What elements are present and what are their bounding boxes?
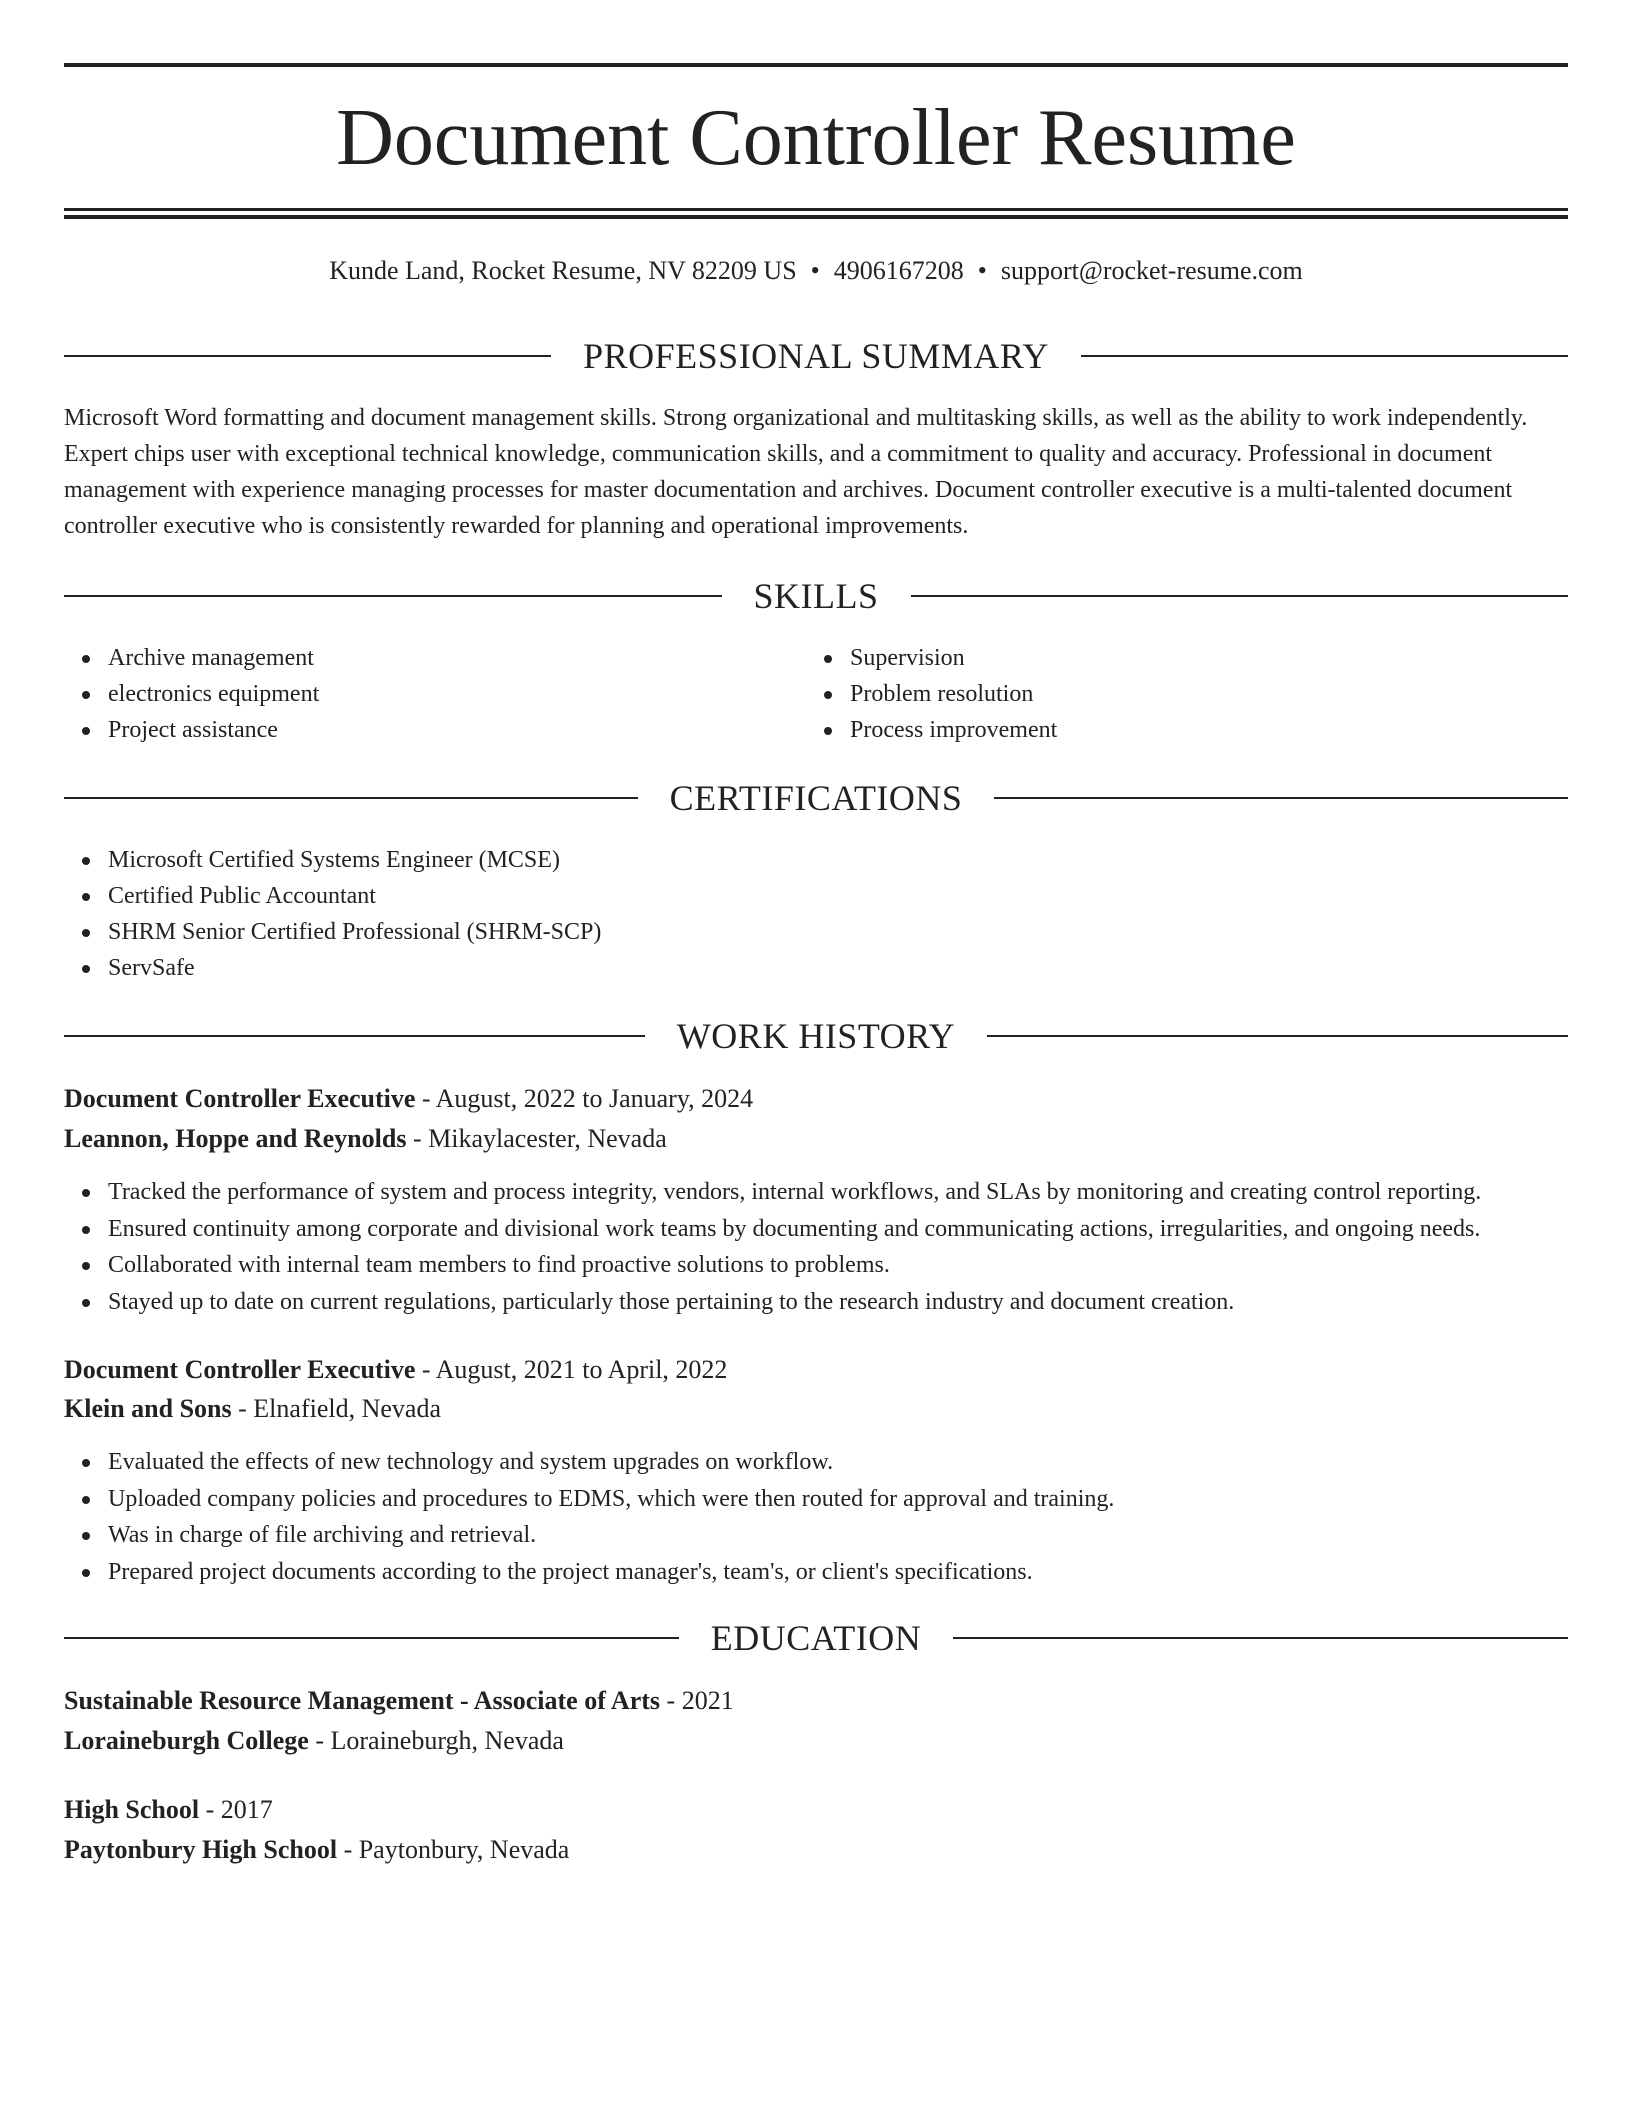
education-degree-line bbox=[64, 1792, 1568, 1828]
education-school: Loraineburgh College bbox=[64, 1726, 309, 1755]
heading-rule bbox=[953, 1637, 1568, 1639]
skill-item: Process improvement bbox=[850, 712, 1057, 748]
job-company: Klein and Sons bbox=[64, 1394, 232, 1423]
skill-item: Project assistance bbox=[108, 712, 319, 748]
contact-separator: • bbox=[977, 256, 987, 285]
job-company-line bbox=[64, 1121, 1568, 1157]
heading-rule bbox=[987, 1035, 1568, 1037]
heading-rule bbox=[911, 595, 1569, 597]
title-double-rule bbox=[64, 208, 1568, 219]
contact-address: Kunde Land, Rocket Resume, NV 82209 US bbox=[329, 256, 797, 285]
contact-separator: • bbox=[810, 256, 820, 285]
job-title-line bbox=[64, 1081, 1568, 1117]
certification-item: Certified Public Accountant bbox=[108, 878, 601, 914]
job-bullet: Uploaded company policies and procedures to EDMS, which were then routed for approval and training. bbox=[108, 1481, 1114, 1518]
education-heading: EDUCATION bbox=[710, 1618, 922, 1658]
education-school: Paytonbury High School bbox=[64, 1835, 338, 1864]
job-bullet: Collaborated with internal team members to find proactive solutions to problems. bbox=[108, 1247, 1481, 1284]
job-bullet: Was in charge of file archiving and retrieval. bbox=[108, 1517, 1114, 1554]
contact-phone: 4906167208 bbox=[833, 256, 964, 285]
education-school-line bbox=[64, 1832, 1568, 1868]
section-heading-skills bbox=[64, 576, 1568, 616]
education-year: - 2017 bbox=[199, 1795, 273, 1824]
job-bullets bbox=[64, 1444, 1114, 1590]
section-heading-education bbox=[64, 1618, 1568, 1658]
job-dates: - August, 2022 to January, 2024 bbox=[415, 1084, 754, 1113]
contact-line bbox=[64, 254, 1568, 288]
education-degree: High School bbox=[64, 1795, 200, 1824]
job-title-line bbox=[64, 1352, 1568, 1388]
certification-item: ServSafe bbox=[108, 950, 601, 986]
job-company: Leannon, Hoppe and Reynolds bbox=[64, 1124, 407, 1153]
job-bullet: Stayed up to date on current regulations, particularly those pertaining to the research industry and document creation. bbox=[108, 1284, 1481, 1321]
education-location: - Loraineburgh, Nevada bbox=[308, 1726, 564, 1755]
work-heading: WORK HISTORY bbox=[676, 1016, 956, 1056]
skills-list-right bbox=[806, 640, 1057, 748]
job-company-line bbox=[64, 1391, 1568, 1427]
education-location: - Paytonbury, Nevada bbox=[337, 1835, 570, 1864]
skills-heading: SKILLS bbox=[753, 576, 879, 616]
heading-rule bbox=[64, 355, 551, 357]
job-dates: - August, 2021 to April, 2022 bbox=[415, 1355, 728, 1384]
section-heading-summary bbox=[64, 336, 1568, 376]
section-heading-work bbox=[64, 1016, 1568, 1056]
certification-item: Microsoft Certified Systems Engineer (MCSE) bbox=[108, 842, 601, 878]
job-bullet: Evaluated the effects of new technology and system upgrades on workflow. bbox=[108, 1444, 1114, 1481]
education-degree: Sustainable Resource Management - Associate of Arts bbox=[64, 1686, 661, 1715]
education-school-line bbox=[64, 1723, 1568, 1759]
job-location: - Elnafield, Nevada bbox=[231, 1394, 441, 1423]
heading-rule bbox=[1081, 355, 1568, 357]
skill-item: Problem resolution bbox=[850, 676, 1057, 712]
job-location: - Mikaylacester, Nevada bbox=[406, 1124, 667, 1153]
skill-item: Supervision bbox=[850, 640, 1057, 676]
certification-item: SHRM Senior Certified Professional (SHRM-SCP) bbox=[108, 914, 601, 950]
job-bullet: Prepared project documents according to the project manager's, team's, or client's specifications. bbox=[108, 1554, 1114, 1591]
education-year: - 2021 bbox=[660, 1686, 734, 1715]
job-bullets bbox=[64, 1174, 1481, 1320]
resume-title: Document Controller Resume bbox=[336, 94, 1296, 182]
top-rule bbox=[64, 63, 1568, 67]
certifications-list bbox=[64, 842, 601, 986]
education-degree-line bbox=[64, 1683, 1568, 1719]
job-bullet: Tracked the performance of system and process integrity, vendors, internal workflows, and SLAs by monitoring and creating control reporting. bbox=[108, 1174, 1481, 1211]
contact-email: support@rocket-resume.com bbox=[1000, 256, 1303, 285]
heading-rule bbox=[64, 797, 638, 799]
skills-list-left bbox=[64, 640, 319, 748]
heading-rule bbox=[64, 1035, 645, 1037]
heading-rule bbox=[64, 1637, 679, 1639]
job-title: Document Controller Executive bbox=[64, 1355, 416, 1384]
heading-rule bbox=[64, 595, 722, 597]
skill-item: electronics equipment bbox=[108, 676, 319, 712]
skill-item: Archive management bbox=[108, 640, 319, 676]
heading-rule bbox=[994, 797, 1568, 799]
job-title: Document Controller Executive bbox=[64, 1084, 416, 1113]
job-bullet: Ensured continuity among corporate and divisional work teams by documenting and communicating actions, irregularities, and ongoing needs. bbox=[108, 1211, 1481, 1248]
summary-heading: PROFESSIONAL SUMMARY bbox=[583, 336, 1049, 376]
summary-text: Microsoft Word formatting and document management skills. Strong organizational and multitasking skills, as well as the ability to work independently. Expert chips user with exceptional technical knowledge, communication skills, and a commitment to quality and accuracy. Professional in document management with experience managing processes for master documentation and archives. Document controller executive is a multi-talented document controller executive who is consistently rewarded for planning and operational improvements. bbox=[64, 405, 1528, 539]
section-heading-certifications bbox=[64, 778, 1568, 818]
certifications-heading: CERTIFICATIONS bbox=[669, 778, 963, 818]
